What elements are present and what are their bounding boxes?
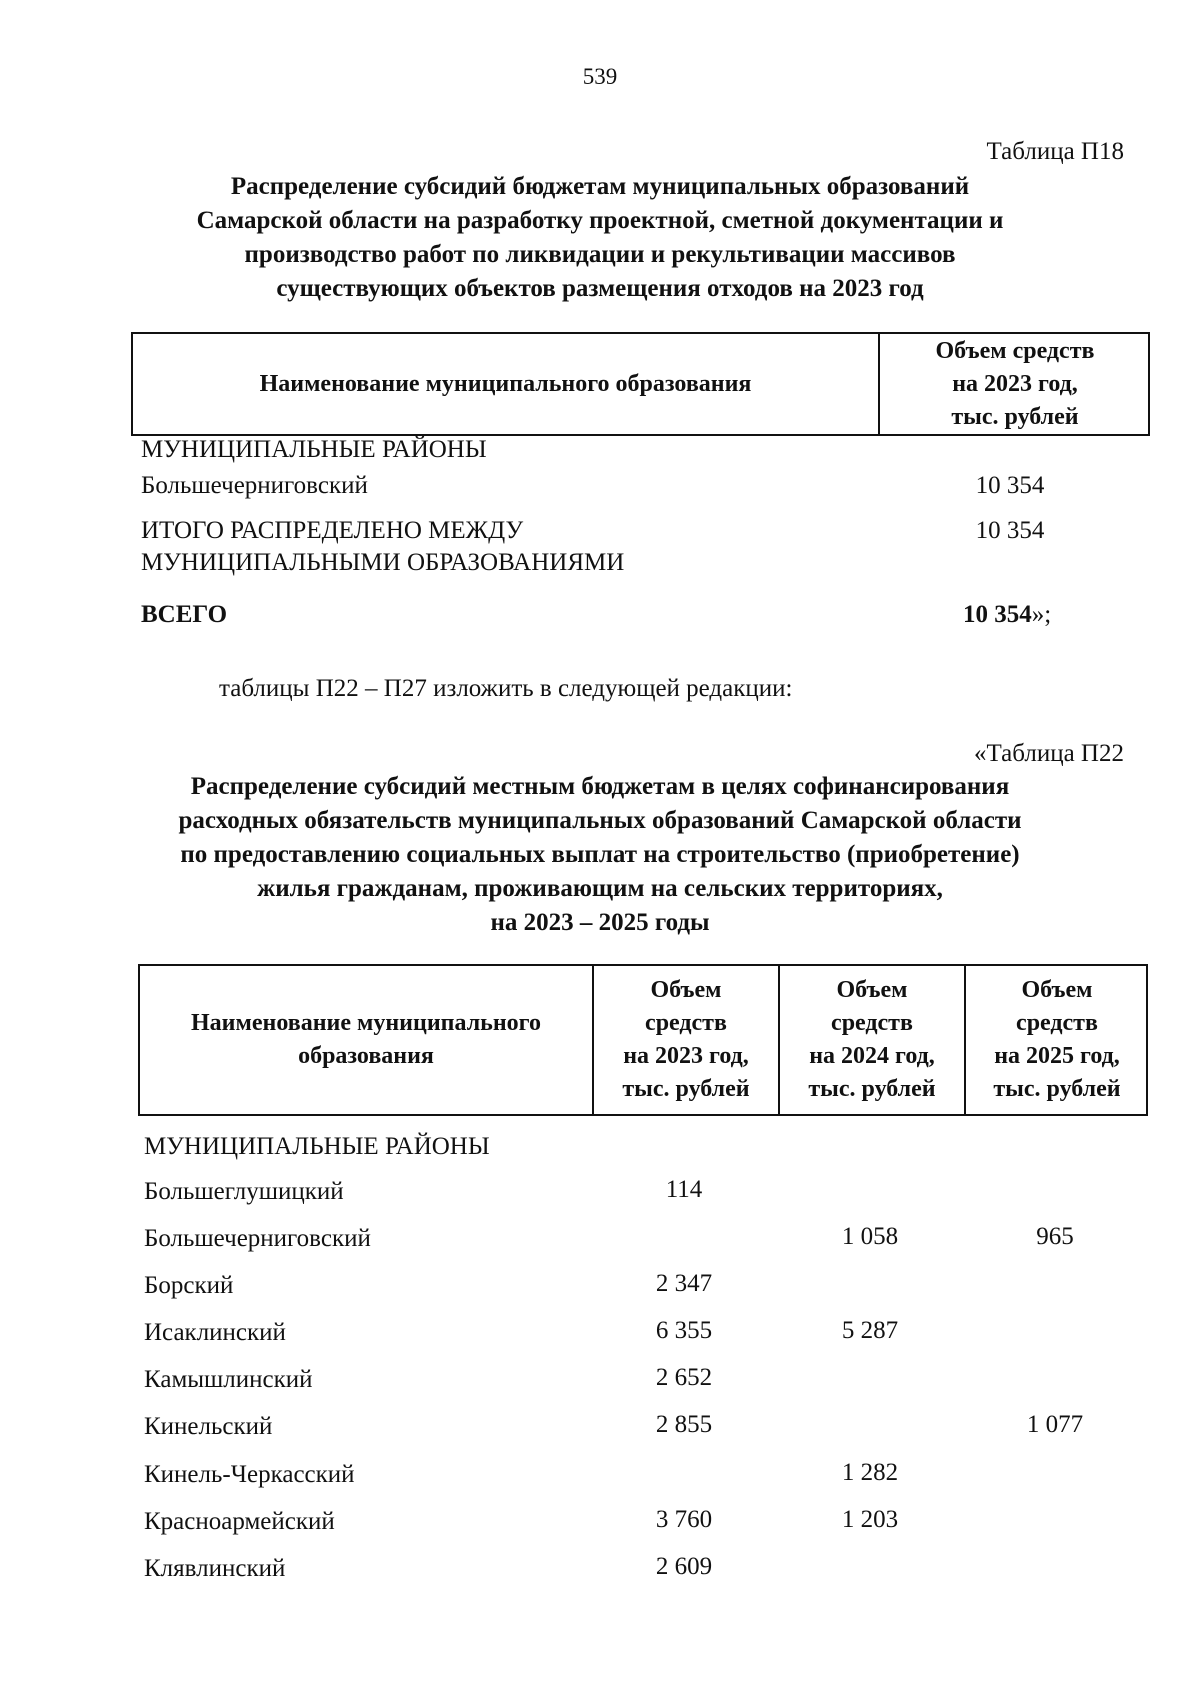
header-2024-line: Объем (836, 977, 908, 1003)
header-volume-line: тыс. рублей (951, 403, 1079, 430)
row-name: Кинельский (144, 1413, 273, 1440)
header-2023-line: Объем (650, 977, 722, 1003)
header-2025-line: Объем (1021, 977, 1093, 1003)
title-line: жилья гражданам, проживающим на сельских территориях, (257, 875, 943, 902)
total-label: ВСЕГО (141, 601, 228, 628)
row-name: Большечерниговский (144, 1225, 371, 1252)
row-2023: 2 609 (655, 1553, 713, 1580)
header-volume-line: Объем средств (935, 337, 1095, 364)
total-value: 10 354 (963, 601, 1032, 628)
total-value-group (963, 601, 1051, 629)
row-2024: 1 058 (841, 1223, 899, 1250)
table-p18-title (0, 170, 1200, 306)
header-2023-line: на 2023 год, (623, 1043, 749, 1069)
header-2023-line: тыс. рублей (622, 1076, 750, 1102)
header-2025-line: на 2025 год, (994, 1043, 1120, 1069)
row-2024: 1 203 (841, 1506, 899, 1533)
header-2023-line: средств (645, 1010, 727, 1036)
header-2024-line: средств (831, 1010, 913, 1036)
table-p22-header (138, 964, 1148, 1116)
table-p18-label: Таблица П18 (986, 138, 1124, 165)
header-volume-cell (880, 334, 1150, 434)
row-name: Большечерниговский (141, 472, 368, 499)
header-2024-line: на 2024 год, (809, 1043, 935, 1069)
row-2023: 2 347 (655, 1270, 713, 1297)
row-2025: 965 (1036, 1223, 1074, 1250)
title-line: Самарской области на разработку проектной, сметной документации и (196, 207, 1004, 234)
header-name-cell (140, 966, 592, 1114)
total-suffix: »; (1031, 601, 1052, 628)
row-2025: 1 077 (1026, 1411, 1084, 1438)
header-name-line: Наименование муниципального (191, 1010, 541, 1036)
title-line: Распределение субсидий местным бюджетам в целях софинансирования (190, 773, 1010, 800)
section-label: МУНИЦИПАЛЬНЫЕ РАЙОНЫ (141, 436, 487, 463)
table-p22-label: «Таблица П22 (974, 740, 1124, 767)
title-line: расходных обязательств муниципальных образований Самарской области (178, 807, 1022, 834)
header-2025-line: средств (1016, 1010, 1098, 1036)
row-name: Клявлинский (144, 1555, 286, 1582)
header-name-cell (133, 334, 878, 434)
row-value: 10 354 (975, 472, 1045, 499)
row-2023: 2 652 (655, 1364, 713, 1391)
row-name: Большеглушицкий (144, 1178, 344, 1205)
row-name: Кинель-Черкасский (144, 1461, 355, 1488)
row-2023: 6 355 (655, 1317, 713, 1344)
title-line: Распределение субсидий бюджетам муниципальных образований (230, 173, 970, 200)
instruction-text: таблицы П22 – П27 изложить в следующей редакции: (219, 675, 793, 702)
row-2024: 5 287 (841, 1317, 899, 1344)
table-p18-header (131, 332, 1150, 436)
header-2025-line: тыс. рублей (993, 1076, 1121, 1102)
page-number: 539 (582, 64, 618, 89)
distributed-label-line: МУНИЦИПАЛЬНЫМИ ОБРАЗОВАНИЯМИ (141, 549, 625, 576)
header-2023-cell (594, 966, 778, 1114)
row-2023: 3 760 (655, 1506, 713, 1533)
header-2025-cell (966, 966, 1148, 1114)
title-line: на 2023 – 2025 годы (490, 909, 710, 936)
row-name: Исаклинский (144, 1319, 286, 1346)
section-label: МУНИЦИПАЛЬНЫЕ РАЙОНЫ (144, 1133, 490, 1160)
title-line: существующих объектов размещения отходов на 2023 год (276, 275, 924, 302)
title-line: производство работ по ликвидации и рекультивации массивов (244, 241, 956, 268)
row-2023: 114 (665, 1176, 703, 1203)
row-2023: 2 855 (655, 1411, 713, 1438)
header-name-line: образования (298, 1043, 434, 1069)
header-2024-line: тыс. рублей (808, 1076, 936, 1102)
row-name: Камышлинский (144, 1366, 313, 1393)
table-p22-title (0, 770, 1200, 940)
header-volume-line: на 2023 год, (952, 370, 1078, 397)
row-name: Борский (144, 1272, 234, 1299)
row-name: Красноармейский (144, 1508, 335, 1535)
distributed-value: 10 354 (975, 517, 1045, 544)
header-name: Наименование муниципального образования (259, 370, 752, 397)
distributed-label-line: ИТОГО РАСПРЕДЕЛЕНО МЕЖДУ (141, 517, 524, 544)
row-2024: 1 282 (841, 1459, 899, 1486)
header-2024-cell (780, 966, 964, 1114)
title-line: по предоставлению социальных выплат на строительство (приобретение) (180, 841, 1020, 868)
